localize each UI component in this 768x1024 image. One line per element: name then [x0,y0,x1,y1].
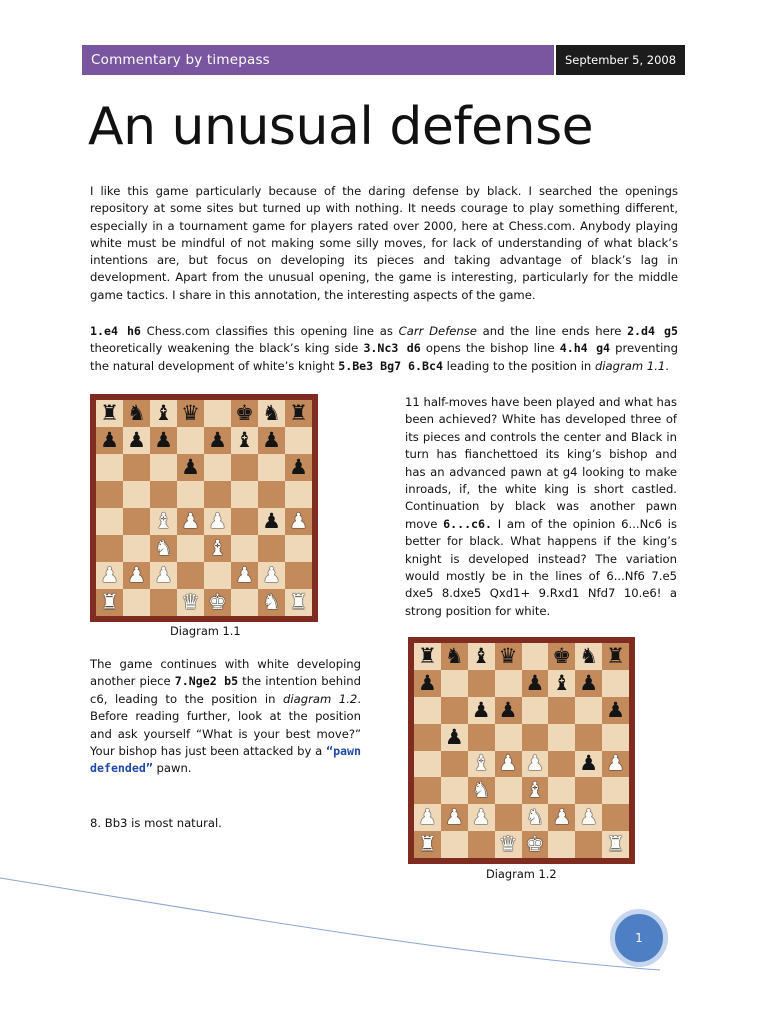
board-square [441,831,468,858]
white-pawn-icon: ♟ [289,509,308,533]
white-bishop-icon: ♝ [525,778,545,803]
board-square [231,535,258,562]
board-square [285,589,312,616]
black-bishop-icon: ♝ [552,670,572,695]
board-square [548,751,575,778]
black-bishop-icon: ♝ [154,401,173,425]
white-pawn-icon: ♟ [154,563,173,587]
board-square [575,831,602,858]
board-square [150,589,177,616]
board-square [495,831,522,858]
board-square [177,454,204,481]
white-bishop-icon: ♝ [471,751,491,776]
white-pawn-icon: ♟ [471,805,491,830]
board-square [96,508,123,535]
board-square [150,562,177,589]
white-knight-icon: ♞ [471,778,491,803]
board-square [414,777,441,804]
board-square [204,562,231,589]
black-king-icon: ♚ [235,401,254,425]
board-square [414,804,441,831]
board-square [468,831,495,858]
board-square [468,804,495,831]
board-square [258,589,285,616]
board-square [441,777,468,804]
white-queen-icon: ♛ [498,832,518,857]
board-square [150,454,177,481]
right-column-text [405,394,677,620]
board-square [177,589,204,616]
board-square [150,400,177,427]
board-square [258,535,285,562]
white-pawn-icon: ♟ [418,805,437,830]
white-rook-icon: ♜ [606,832,625,857]
white-pawn-icon: ♟ [262,563,281,587]
black-pawn-icon: ♟ [127,428,146,452]
board-square [495,777,522,804]
move: 2.d4 g5 [627,324,678,338]
black-knight-icon: ♞ [444,643,464,668]
white-pawn-icon: ♟ [552,805,572,830]
move: 7.Nge2 b5 [174,674,239,689]
board-square [285,535,312,562]
board-square [522,724,549,751]
white-knight-icon: ♞ [154,536,173,560]
black-pawn-icon: ♟ [100,428,119,452]
board-square [575,697,602,724]
board-square [522,670,549,697]
text: I am of the opinion 6...Nc6 is better for black. What happens if the king’s knight is developed instead? The variation would mostly be in the lines of 6...Nf6 7.e5 dxe5 8.dxe5 Qxd1+ 9.Rxd1 Nfd7 10.e6! a strong position for white. [405,516,677,618]
board-square [468,751,495,778]
board-square [150,535,177,562]
board-square [258,481,285,508]
board-square [548,831,575,858]
black-pawn-icon: ♟ [606,697,625,722]
board-square [414,697,441,724]
header-date: September 5, 2008 [554,45,685,75]
black-rook-icon: ♜ [100,401,119,425]
board-square [602,697,629,724]
board-square [96,589,123,616]
black-pawn-icon: ♟ [289,455,308,479]
board-square [285,427,312,454]
board-grid [414,643,629,858]
board-square [231,427,258,454]
footer-curve-line [0,878,660,970]
black-pawn-icon: ♟ [444,724,464,749]
diagram-reference: diagram 1.2 [283,691,358,706]
board-square [548,804,575,831]
black-pawn-icon: ♟ [208,428,227,452]
black-pawn-icon: ♟ [498,697,518,722]
black-pawn-icon: ♟ [154,428,173,452]
board-square [204,400,231,427]
white-pawn-icon: ♟ [579,805,599,830]
board-square [495,670,522,697]
board-square [285,454,312,481]
white-king-icon: ♚ [525,832,545,857]
board-grid [96,400,312,616]
intro-paragraph: I like this game particularly because of the daring defense by black. I searched the openings repository at some sites but turned up with nothing. It needs courage to play something different, especially in a tournament game for players rated over 2000, here at Chess.com. Anybody playing white must be mindful of not making some silly moves, for lack of understanding of what black’s intentions are, but focus on developing its pieces and taking advantage of black’s lag in development. Apart from the unusual opening, the game is interesting, particularly for the middle game tactics. I share in this annotation, the interesting aspects of the game. [90,184,678,302]
board-square [285,508,312,535]
text: theoretically weakening the black’s king side [90,341,364,356]
board-square [602,777,629,804]
board-square [522,804,549,831]
board-square [204,589,231,616]
black-pawn-icon: ♟ [525,670,545,695]
move: 5.Be3 Bg7 6.Bc4 [338,358,443,373]
black-queen-icon: ♛ [181,401,200,425]
board-square [548,643,575,670]
text: . Before reading further, look at the position and ask yourself “What is your best move?” Your bishop has just been attacked by a [90,691,361,759]
black-king-icon: ♚ [552,643,572,668]
diagram-1-2-caption: Diagram 1.2 [486,867,557,881]
chess-diagram-1-2 [408,637,635,864]
moves-paragraph [90,323,678,375]
move: 4.h4 g4 [559,341,611,356]
page-title: An unusual defense [88,97,594,157]
black-knight-icon: ♞ [262,401,281,425]
board-square [231,481,258,508]
board-square [495,697,522,724]
board-square [414,724,441,751]
board-square [177,535,204,562]
black-pawn-icon: ♟ [471,697,491,722]
white-pawn-icon: ♟ [208,509,227,533]
board-square [96,535,123,562]
white-pawn-icon: ♟ [498,751,518,776]
board-square [602,643,629,670]
text: The game continues with white developing another piece [90,657,361,689]
diagram-reference: diagram 1.1 [594,358,666,373]
board-square [575,804,602,831]
board-square [468,643,495,670]
board-square [123,589,150,616]
board-square [441,643,468,670]
white-rook-icon: ♜ [100,590,119,614]
board-square [258,454,285,481]
white-king-icon: ♚ [208,590,227,614]
board-square [96,427,123,454]
highlighted-phrase: “pawn defended” [90,744,361,776]
white-pawn-icon: ♟ [606,751,625,776]
black-pawn-icon: ♟ [262,509,281,533]
chess-diagram-1-1 [90,394,318,622]
board-square [231,589,258,616]
board-square [258,427,285,454]
board-square [575,724,602,751]
board-square [414,751,441,778]
white-queen-icon: ♛ [181,590,200,614]
text: pawn. [152,761,192,776]
board-square [522,697,549,724]
board-square [602,751,629,778]
board-square [441,804,468,831]
board-square [123,454,150,481]
board-square [96,562,123,589]
board-square [204,427,231,454]
board-square [123,481,150,508]
board-square [258,400,285,427]
black-pawn-icon: ♟ [418,670,437,695]
board-square [441,697,468,724]
board-square [258,508,285,535]
white-bishop-icon: ♝ [154,509,173,533]
text: 11 half-moves have been played and what has been achieved? White has developed three of its pieces and controls the center and Black in turn has fianchettoed its king’s bishop and has an advanced pawn at g4 looking to make inroads, if, the white king is short castled. Continuation by black was another pawn move [405,395,677,531]
board-square [602,724,629,751]
board-square [575,670,602,697]
board-square [96,400,123,427]
board-square [285,400,312,427]
board-square [548,670,575,697]
diagram-1-1-caption: Diagram 1.1 [170,624,241,638]
board-square [96,481,123,508]
text: Chess.com classifies this opening line as [140,324,399,338]
board-square [204,508,231,535]
white-knight-icon: ♞ [525,805,545,830]
black-bishop-icon: ♝ [471,643,491,668]
white-pawn-icon: ♟ [444,805,464,830]
board-square [414,831,441,858]
board-square [522,831,549,858]
black-rook-icon: ♜ [606,643,625,668]
board-square [204,454,231,481]
move: 1.e4 h6 [90,324,141,338]
board-square [150,427,177,454]
black-knight-icon: ♞ [127,401,146,425]
board-square [441,724,468,751]
board-square [602,804,629,831]
text: preventing the natural development of white’s knight [90,341,678,373]
board-square [177,562,204,589]
opening-name: Carr Defense [398,324,477,338]
board-square [123,562,150,589]
page-number-badge [610,909,668,967]
board-square [548,777,575,804]
white-pawn-icon: ♟ [525,751,545,776]
black-rook-icon: ♜ [289,401,308,425]
white-bishop-icon: ♝ [208,536,227,560]
black-pawn-icon: ♟ [579,751,599,776]
board-square [414,643,441,670]
board-square [468,724,495,751]
text: leading to the position in [442,358,595,373]
move: 6...c6. [443,516,492,531]
board-square [602,670,629,697]
board-square [495,751,522,778]
text: and the line ends here [476,324,628,338]
black-knight-icon: ♞ [579,643,599,668]
board-square [123,400,150,427]
board-square [441,670,468,697]
board-square [575,751,602,778]
board-square [495,804,522,831]
page-header [82,45,685,75]
last-line: 8. Bb3 is most natural. [90,816,222,830]
page-number: 1 [635,931,643,945]
black-rook-icon: ♜ [418,643,437,668]
move: 3.Nc3 d6 [363,341,421,356]
board-square [285,562,312,589]
white-rook-icon: ♜ [418,832,437,857]
left-column-text [90,656,361,778]
board-square [123,508,150,535]
board-square [177,427,204,454]
board-square [150,481,177,508]
white-pawn-icon: ♟ [127,563,146,587]
board-square [468,670,495,697]
board-square [548,724,575,751]
board-square [468,777,495,804]
white-pawn-icon: ♟ [181,509,200,533]
text: . [665,358,669,373]
board-square [495,724,522,751]
board-square [285,481,312,508]
board-square [123,535,150,562]
white-pawn-icon: ♟ [100,563,119,587]
black-pawn-icon: ♟ [181,455,200,479]
white-rook-icon: ♜ [289,590,308,614]
board-square [231,454,258,481]
board-square [575,777,602,804]
board-square [96,454,123,481]
board-square [495,643,522,670]
board-square [522,751,549,778]
white-pawn-icon: ♟ [235,563,254,587]
header-author: Commentary by timepass [82,45,554,75]
board-square [204,535,231,562]
board-square [177,400,204,427]
board-square [522,643,549,670]
board-square [414,670,441,697]
black-queen-icon: ♛ [498,643,518,668]
board-square [123,427,150,454]
board-square [177,481,204,508]
board-square [231,400,258,427]
board-square [575,643,602,670]
text: the intention behind c6, leading to the position in [90,674,361,706]
board-square [231,562,258,589]
board-square [150,508,177,535]
text: opens the bishop line [420,341,560,356]
black-bishop-icon: ♝ [235,428,254,452]
board-square [468,697,495,724]
board-square [548,697,575,724]
board-square [258,562,285,589]
black-pawn-icon: ♟ [579,670,599,695]
board-square [204,481,231,508]
board-square [177,508,204,535]
board-square [441,751,468,778]
white-knight-icon: ♞ [262,590,281,614]
board-square [231,508,258,535]
board-square [522,777,549,804]
black-pawn-icon: ♟ [262,428,281,452]
board-square [602,831,629,858]
